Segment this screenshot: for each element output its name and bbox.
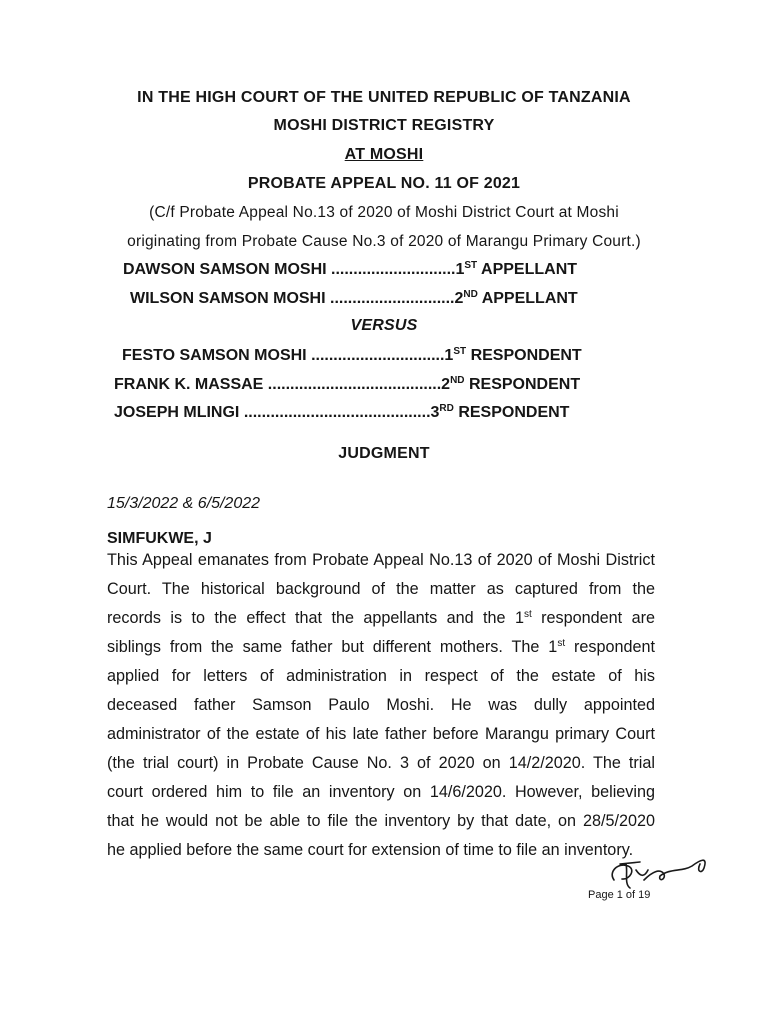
body-line: court ordered him to file an inventory on 14/6/2020. However, believing [107, 783, 655, 801]
case-reference-line-2: originating from Probate Cause No.3 of 2020 of Marangu Primary Court.) [127, 233, 641, 250]
body-line: Court. The historical background of the matter as captured from the [107, 580, 655, 598]
body-line: he applied before the same court for extension of time to file an inventory. [107, 841, 634, 859]
case-reference-line-1: (C/f Probate Appeal No.13 of 2020 of Moshi District Court at Moshi [149, 204, 619, 221]
registry-title: MOSHI DISTRICT REGISTRY [273, 117, 495, 134]
judgment-heading: JUDGMENT [338, 445, 430, 462]
body-line: This Appeal emanates from Probate Appeal No.13 of 2020 of Moshi District [107, 551, 655, 569]
body-line: (the trial court) in Probate Cause No. 3 of 2020 on 14/2/2020. The trial [107, 754, 655, 772]
body-line: siblings from the same father but different mothers. The 1st respondent [107, 638, 656, 656]
body-line: applied for letters of administration in respect of the estate of his [107, 667, 655, 685]
judge-name: SIMFUKWE, J [107, 530, 212, 547]
judgment-body [107, 546, 655, 865]
court-title: IN THE HIGH COURT OF THE UNITED REPUBLIC OF TANZANIA [137, 89, 631, 106]
respondent-3: JOSEPH MLINGI ..........................................3RD RESPONDENT [114, 403, 570, 421]
body-line: administrator of the estate of his late father before Marangu primary Court [107, 725, 655, 743]
body-line: that he would not be able to file the inventory by that date, on 28/5/2020 [107, 812, 655, 830]
respondent-2: FRANK K. MASSAE .......................................2ND RESPONDENT [114, 375, 581, 393]
respondent-1: FESTO SAMSON MOSHI ..............................1ST RESPONDENT [122, 346, 582, 364]
appellant-1: DAWSON SAMSON MOSHI ............................1ST APPELLANT [123, 260, 578, 278]
page-number: Page 1 of 19 [588, 889, 651, 901]
hearing-dates: 15/3/2022 & 6/5/2022 [107, 495, 261, 512]
case-number: PROBATE APPEAL NO. 11 OF 2021 [247, 175, 521, 192]
body-line: deceased father Samson Paulo Moshi. He was dully appointed [107, 696, 655, 714]
signature-mark [600, 850, 720, 894]
body-line: records is to the effect that the appellants and the 1st respondent are [107, 609, 655, 627]
location-title: AT MOSHI [344, 146, 424, 163]
appellant-2: WILSON SAMSON MOSHI ............................2ND APPELLANT [130, 289, 578, 307]
versus-label: VERSUS [350, 317, 418, 334]
